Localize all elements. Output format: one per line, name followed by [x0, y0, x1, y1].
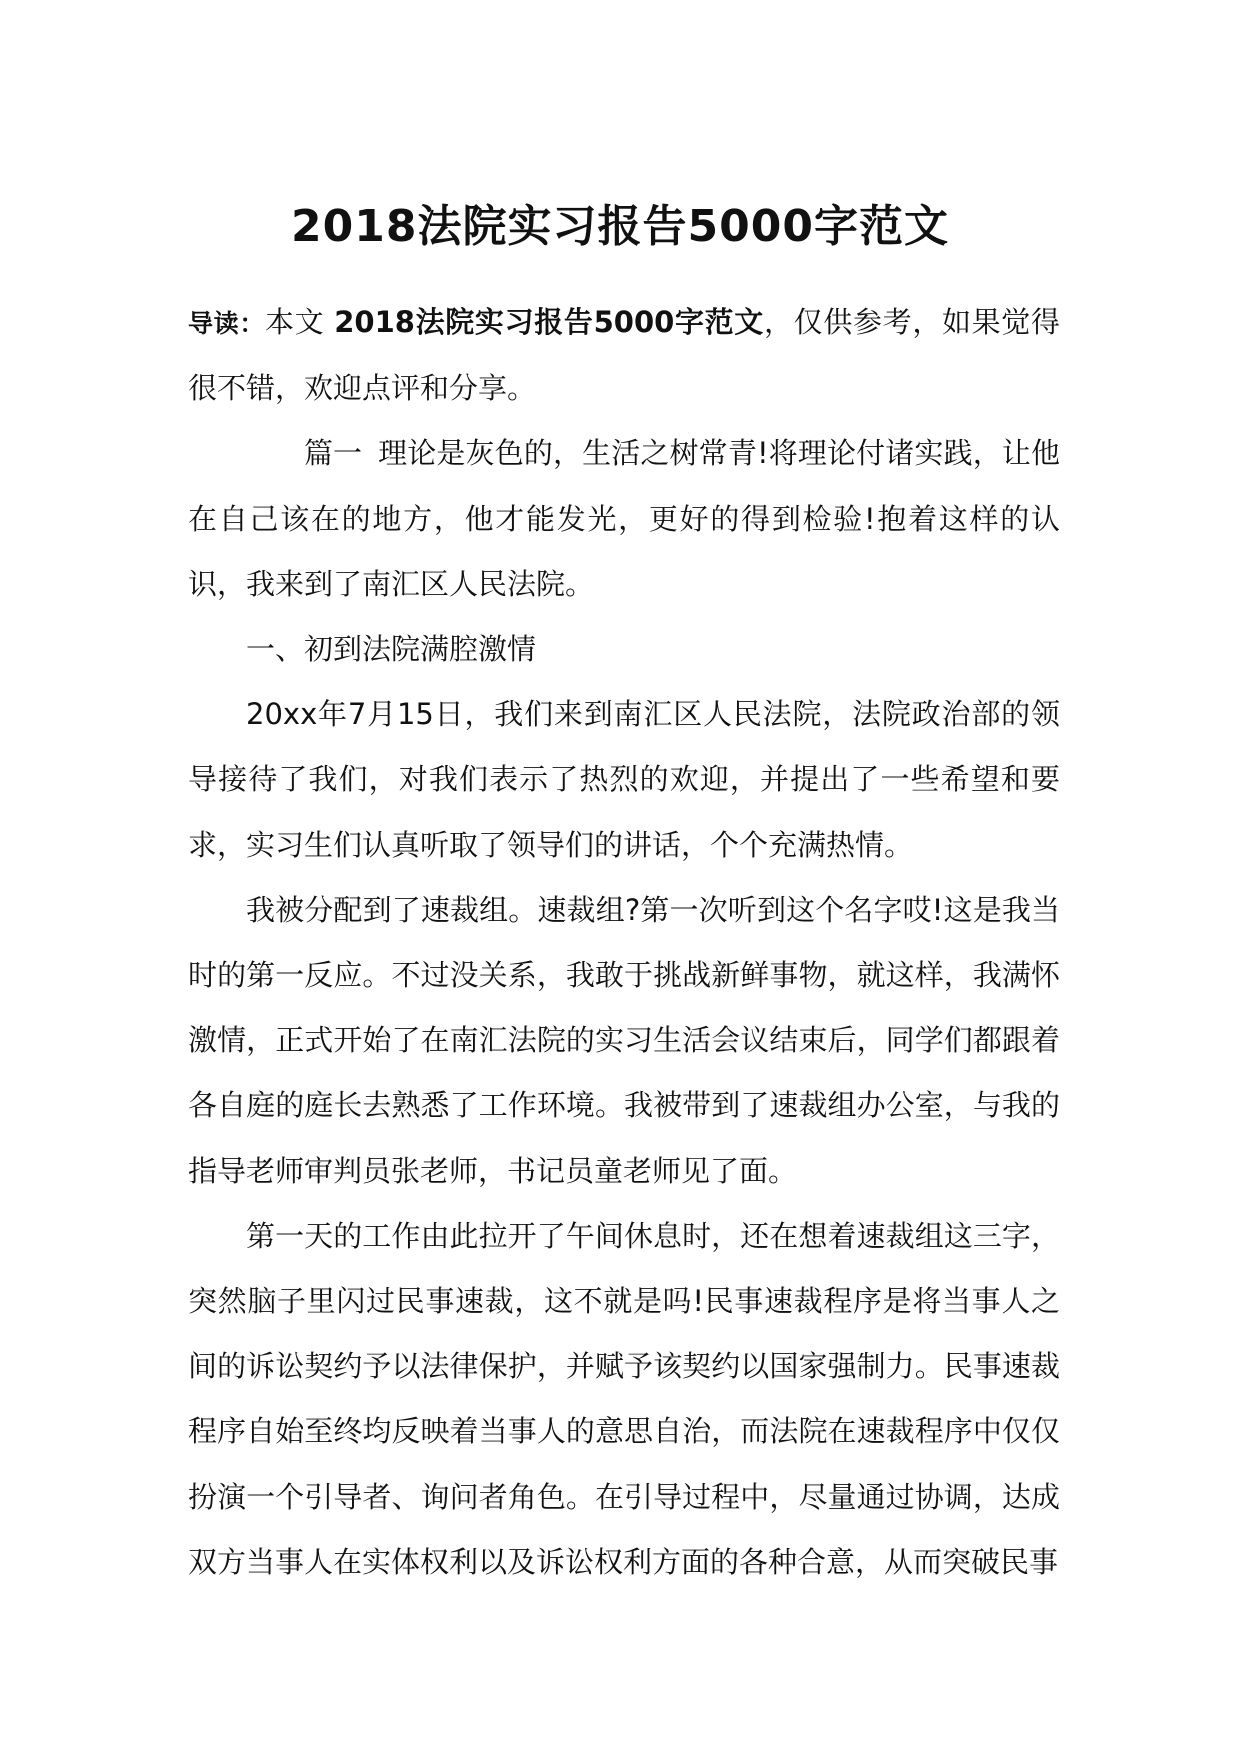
paragraph-1 [188, 421, 1060, 617]
intro-label: 导读： [188, 309, 265, 338]
intro-paragraph [188, 290, 1060, 421]
document-title: 2018法院实习报告5000字范文 [291, 201, 949, 253]
intro-text-after: ，仅供参考，如果觉得很不错，欢迎点评和分享。 [188, 305, 1060, 406]
section-heading: 一、初到法院满腔激情 [246, 632, 537, 667]
paragraph-2: 20xx年7月15日，我们来到南汇区人民法院，法院政治部的领导接待了我们，对我们表示了热烈的欢迎，并提出了一些希望和要求，实习生们认真听取了领导们的讲话，个个充满热情。 [188, 697, 1060, 862]
document-body [188, 290, 1060, 1595]
intro-title-ref: 2018法院实习报告5000字范文 [334, 305, 764, 339]
paragraph-1-text: 理论是灰色的，生活之树常青!将理论付诸实践，让他在自己该在的地方，他才能发光，更好的得到检验!抱着这样的认识，我来到了南汇区人民法院。 [188, 436, 1060, 601]
paragraph-4: 第一天的工作由此拉开了午间休息时，还在想着速裁组这三字，突然脑子里闪过民事速裁，这不就是吗!民事速裁程序是将当事人之间的诉讼契约予以法律保护，并赋予该契约以国家强制力。民事速裁程序自始至终均反映着当事人的意思自治，而法院在速裁程序中仅仅扮演一个引导者、询问者角色。在引导过程中，尽量通过协调，达成双方当事人在实体权利以及诉讼权利方面的各种合意，从而突破民事 [188, 1218, 1060, 1579]
section-label: 篇一 [304, 436, 363, 471]
intro-text-before: 本文 [265, 305, 335, 339]
paragraph-3: 我被分配到了速裁组。速裁组?第一次听到这个名字哎!这是我当时的第一反应。不过没关系，我敢于挑战新鲜事物，就这样，我满怀激情，正式开始了在南汇法院的实习生活会议结束后，同学们都跟着各自庭的庭长去熟悉了工作环境。我被带到了速裁组办公室，与我的指导老师审判员张老师，书记员童老师见了面。 [188, 892, 1060, 1188]
